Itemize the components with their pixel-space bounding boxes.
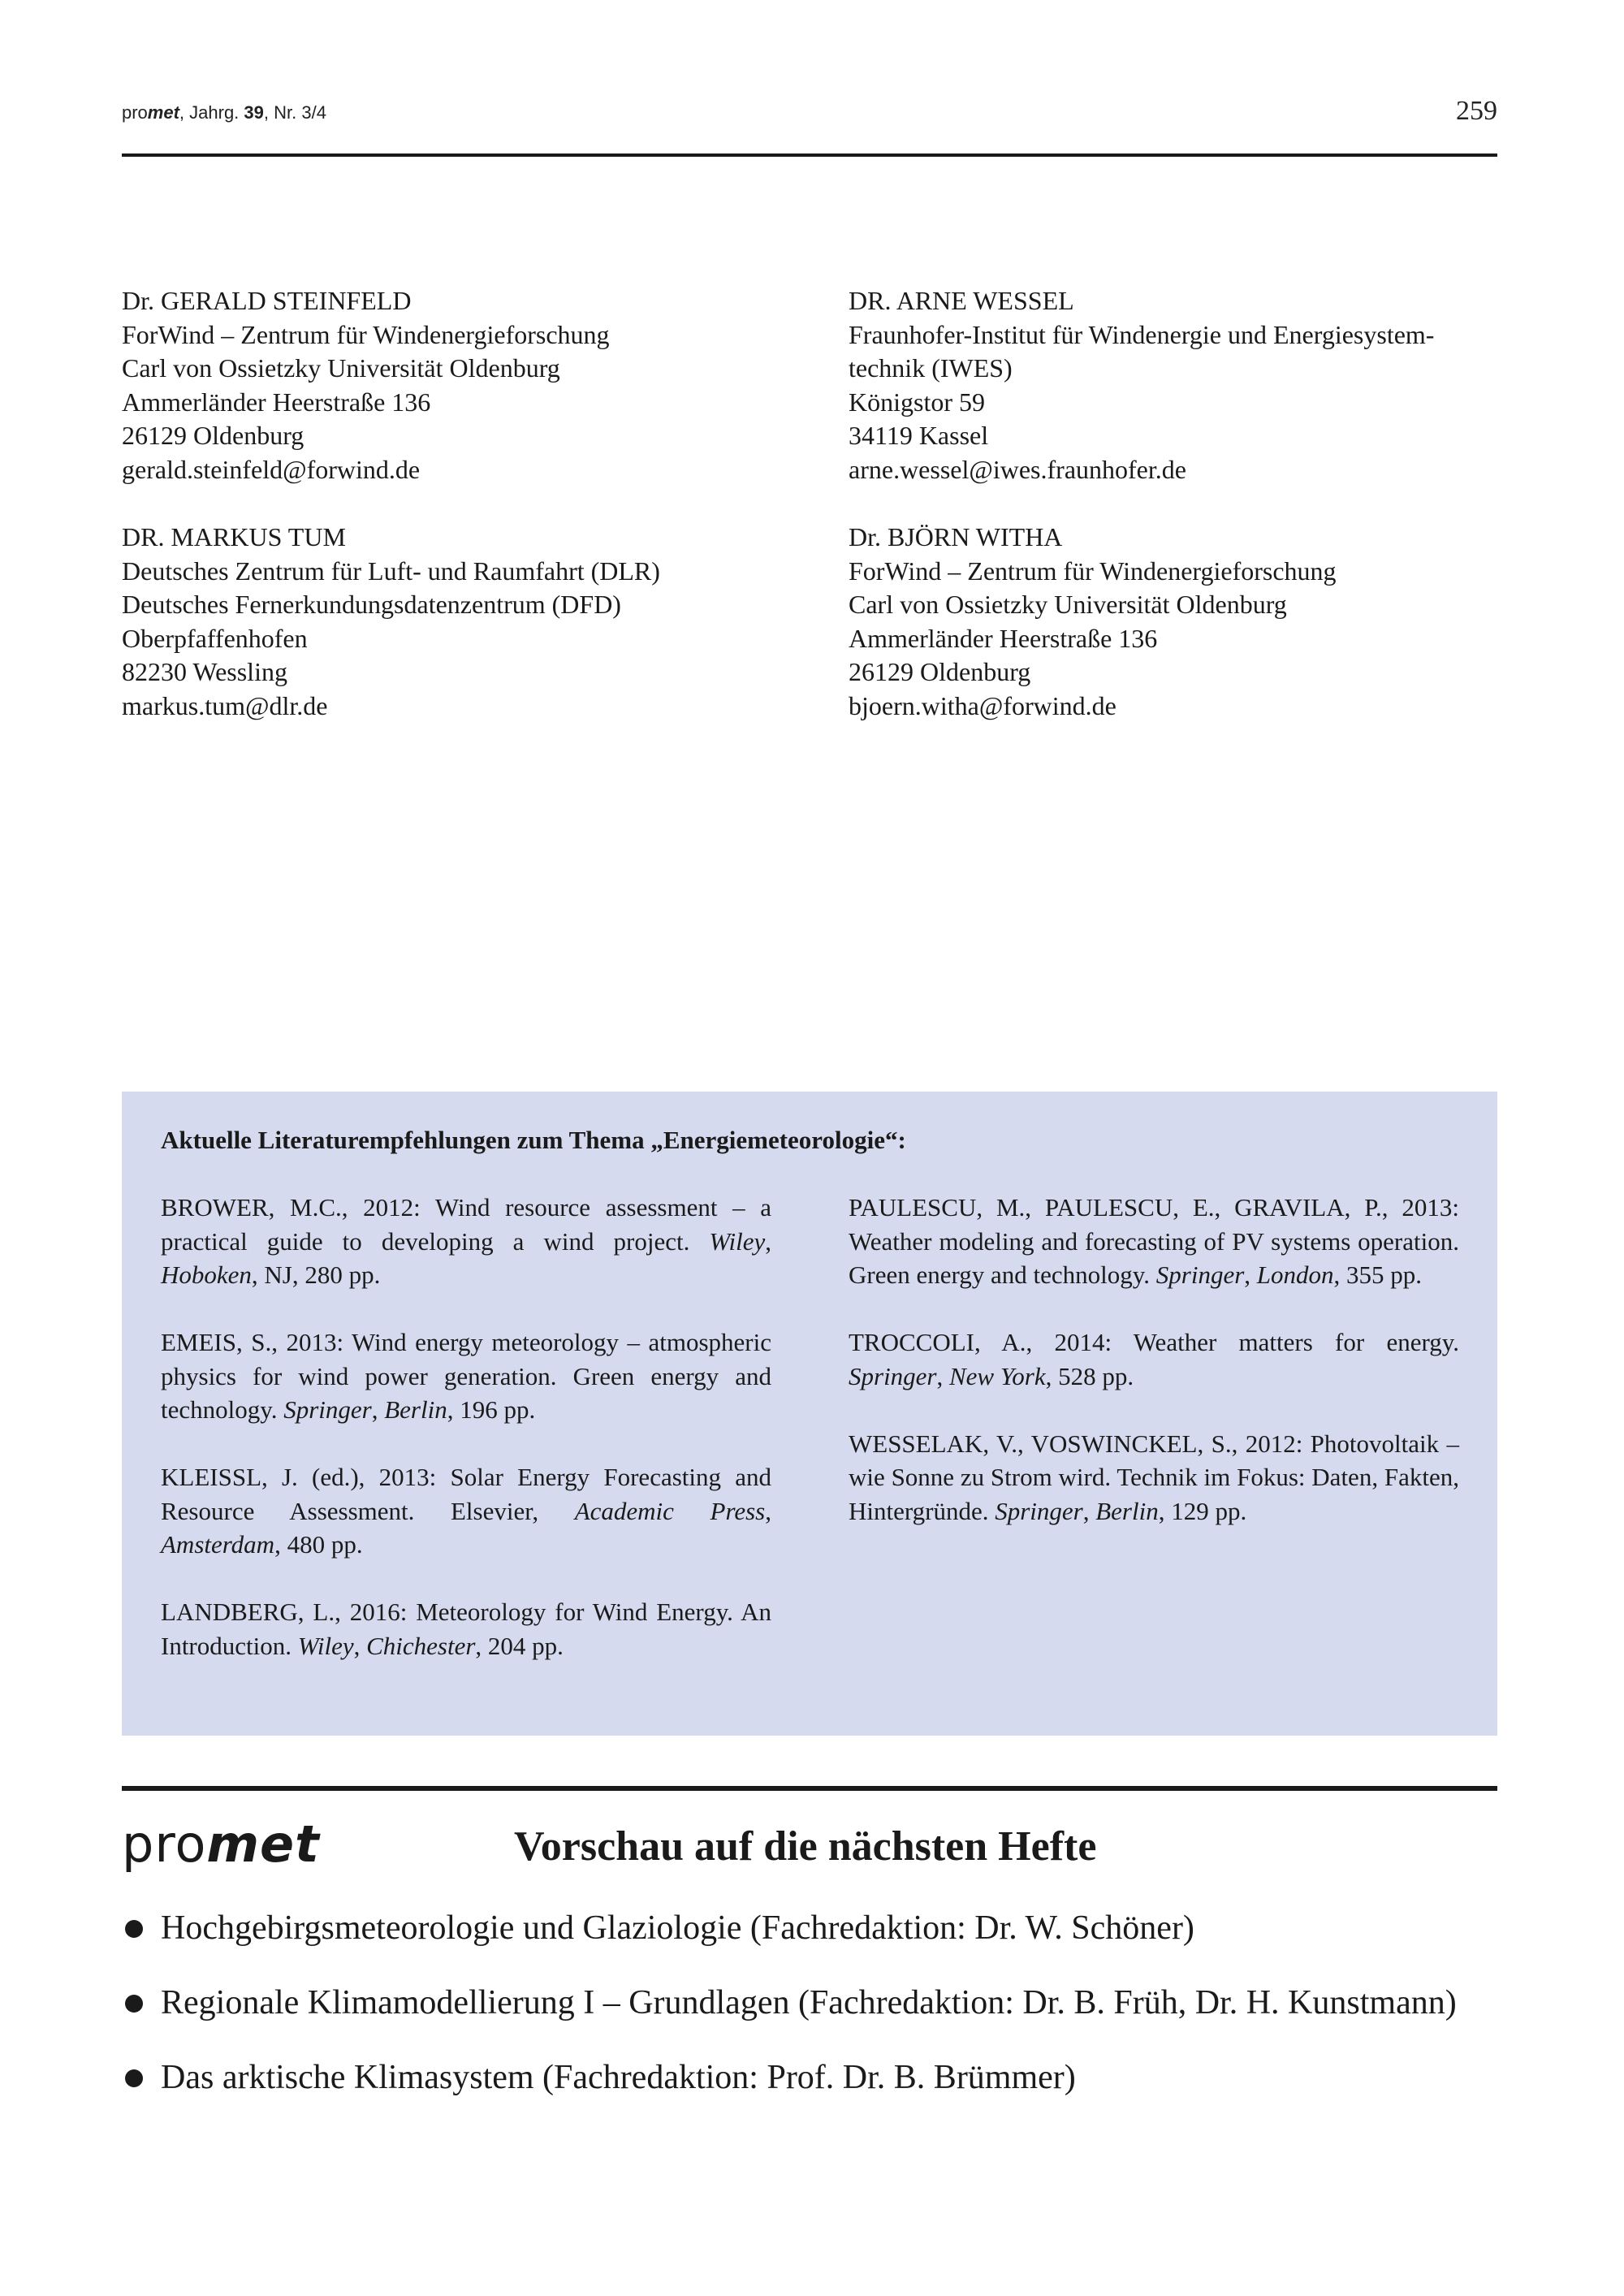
reference-sep: , bbox=[936, 1361, 949, 1390]
email: arne.wessel@iwes.fraunhofer.de bbox=[849, 454, 1186, 484]
journal-rest-1: , Jahrg. bbox=[179, 102, 244, 123]
reference-text: PAULESCU, M., PAULESCU, E., GRAVILA, P., 2013: Weather modeling and forecasting of PV systems operation. Green energy and technology. bbox=[849, 1193, 1459, 1289]
volume-number: 39 bbox=[244, 102, 264, 123]
page-number: 259 bbox=[1456, 96, 1497, 126]
reference-publisher: Springer bbox=[283, 1395, 372, 1424]
bullet-icon bbox=[125, 1995, 143, 2013]
address-line: Deutsches Fernerkundungsdatenzentrum (DFD) bbox=[122, 590, 621, 619]
address-block-tum bbox=[122, 521, 771, 723]
author-name: DR. MARKUS TUM bbox=[122, 522, 346, 551]
address-line: Ammerländer Heerstraße 136 bbox=[122, 387, 431, 417]
address-line: 26129 Oldenburg bbox=[849, 657, 1031, 686]
reference-city: Berlin bbox=[1095, 1496, 1159, 1525]
address-line: Oberpfaffenhofen bbox=[122, 623, 308, 653]
address-line: Ammerländer Heerstraße 136 bbox=[849, 623, 1158, 653]
email: markus.tum@dlr.de bbox=[122, 690, 328, 720]
reference-text: EMEIS, S., 2013: Wind energy meteorology – atmospheric physics for wind power generation. Green energy and technology. bbox=[161, 1328, 771, 1424]
preview-title: Vorschau auf die nächsten Hefte bbox=[514, 1823, 1097, 1870]
reference-tail: , 204 pp. bbox=[475, 1631, 564, 1660]
promet-logo bbox=[122, 1814, 320, 1874]
reference-publisher: Academic Press bbox=[574, 1496, 766, 1525]
reference-sep: , bbox=[353, 1631, 367, 1660]
address-block-witha bbox=[849, 521, 1498, 723]
reference-publisher: Wiley bbox=[709, 1226, 766, 1256]
reference-sep: , bbox=[1082, 1496, 1096, 1525]
literature-column-right bbox=[849, 1191, 1459, 1562]
reference-text: KLEISSL, J. (ed.), 2013: Solar Energy Forecasting and Resource Assessment. Elsevier, bbox=[161, 1463, 771, 1525]
author-name: Dr. GERALD STEINFELD bbox=[122, 286, 412, 315]
address-line: Königstor 59 bbox=[849, 387, 985, 417]
address-line: Deutsches Zentrum für Luft- und Raumfahrt (DLR) bbox=[122, 556, 660, 586]
reference-kleissl bbox=[161, 1460, 771, 1562]
journal-name-met: met bbox=[147, 102, 179, 123]
reference-tail: , NJ, 280 pp. bbox=[251, 1260, 381, 1289]
address-line: Carl von Ossietzky Universität Oldenburg bbox=[122, 353, 560, 383]
journal-rest-2: , Nr. 3/4 bbox=[263, 102, 326, 123]
address-line: 26129 Oldenburg bbox=[122, 421, 304, 450]
reference-sep: , bbox=[765, 1226, 771, 1256]
address-line: 82230 Wessling bbox=[122, 657, 287, 686]
literature-column-left bbox=[161, 1191, 771, 1697]
reference-brower bbox=[161, 1191, 771, 1292]
bullet-icon bbox=[125, 1920, 143, 1938]
reference-wesselak bbox=[849, 1427, 1459, 1529]
reference-sep: , bbox=[765, 1496, 771, 1525]
logo-met: met bbox=[206, 1814, 320, 1874]
reference-troccoli bbox=[849, 1325, 1459, 1393]
reference-city: London bbox=[1256, 1260, 1334, 1289]
bullet-icon bbox=[125, 2069, 143, 2087]
author-name: DR. ARNE WESSEL bbox=[849, 286, 1074, 315]
reference-tail: , 196 pp. bbox=[447, 1395, 536, 1424]
reference-tail: , 528 pp. bbox=[1045, 1361, 1134, 1390]
reference-city: New York bbox=[949, 1361, 1046, 1390]
address-line: ForWind – Zentrum für Windenergieforschung bbox=[122, 319, 610, 349]
reference-city: Berlin bbox=[384, 1395, 447, 1424]
reference-emeis bbox=[161, 1325, 771, 1427]
preview-rule bbox=[122, 1786, 1497, 1791]
reference-publisher: Springer bbox=[995, 1496, 1083, 1525]
header-rule bbox=[122, 153, 1497, 157]
preview-topic bbox=[122, 1983, 1457, 2058]
reference-publisher: Springer bbox=[849, 1361, 937, 1390]
preview-topic-text: Regionale Klimamodellierung I – Grundlagen (Fachredaktion: Dr. B. Früh, Dr. H. Kunstmann) bbox=[161, 1984, 1457, 2021]
journal-name-pro: pro bbox=[122, 102, 148, 123]
literature-box bbox=[122, 1092, 1497, 1736]
reference-paulescu bbox=[849, 1191, 1459, 1292]
preview-topic-text: Hochgebirgsmeteorologie und Glaziologie (Fachredaktion: Dr. W. Schöner) bbox=[161, 1909, 1194, 1947]
preview-topic bbox=[122, 2058, 1457, 2133]
reference-city: Amsterdam bbox=[161, 1530, 275, 1559]
address-line: technik (IWES) bbox=[849, 353, 1013, 383]
address-line: Fraunhofer-Institut für Windenergie und Energiesystem- bbox=[849, 319, 1435, 349]
address-line: Carl von Ossietzky Universität Oldenburg bbox=[849, 590, 1287, 619]
reference-sep: , bbox=[371, 1395, 385, 1424]
reference-tail: , 129 pp. bbox=[1158, 1496, 1247, 1525]
reference-text: WESSELAK, V., VOSWINCKEL, S., 2012: Photovoltaik – wie Sonne zu Strom wird. Technik im Fokus: Daten, Fakten, Hintergründe. bbox=[849, 1429, 1459, 1525]
email: bjoern.witha@forwind.de bbox=[849, 690, 1116, 720]
reference-tail: , 480 pp. bbox=[274, 1530, 363, 1559]
reference-city: Chichester bbox=[366, 1631, 476, 1660]
reference-text: BROWER, M.C., 2012: Wind resource assessment – a practical guide to developing a wind project. bbox=[161, 1193, 771, 1256]
address-block-steinfeld bbox=[122, 284, 771, 486]
preview-topic-list bbox=[122, 1909, 1457, 2133]
reference-landberg bbox=[161, 1595, 771, 1663]
reference-publisher: Springer bbox=[1155, 1260, 1245, 1289]
logo-pro: pro bbox=[122, 1814, 207, 1874]
reference-sep: , bbox=[1244, 1260, 1257, 1289]
reference-tail: , 355 pp. bbox=[1333, 1260, 1423, 1289]
literature-title: Aktuelle Literaturempfehlungen zum Thema „Energiemeteorologie“: bbox=[161, 1126, 906, 1154]
address-line: ForWind – Zentrum für Windenergieforschung bbox=[849, 556, 1337, 586]
email: gerald.steinfeld@forwind.de bbox=[122, 454, 421, 484]
preview-topic bbox=[122, 1909, 1457, 1983]
address-line: 34119 Kassel bbox=[849, 421, 989, 450]
preview-topic-text: Das arktische Klimasystem (Fachredaktion: Prof. Dr. B. Brümmer) bbox=[161, 2059, 1076, 2096]
author-name: Dr. BJÖRN WITHA bbox=[849, 522, 1063, 551]
reference-text: TROCCOLI, A., 2014: Weather matters for energy. bbox=[849, 1328, 1459, 1356]
reference-text: LANDBERG, L., 2016: Meteorology for Wind Energy. An Introduction. bbox=[161, 1598, 771, 1660]
address-block-wessel bbox=[849, 284, 1498, 486]
reference-city: Hoboken bbox=[161, 1260, 252, 1289]
running-header bbox=[122, 102, 326, 123]
reference-publisher: Wiley bbox=[297, 1631, 354, 1660]
